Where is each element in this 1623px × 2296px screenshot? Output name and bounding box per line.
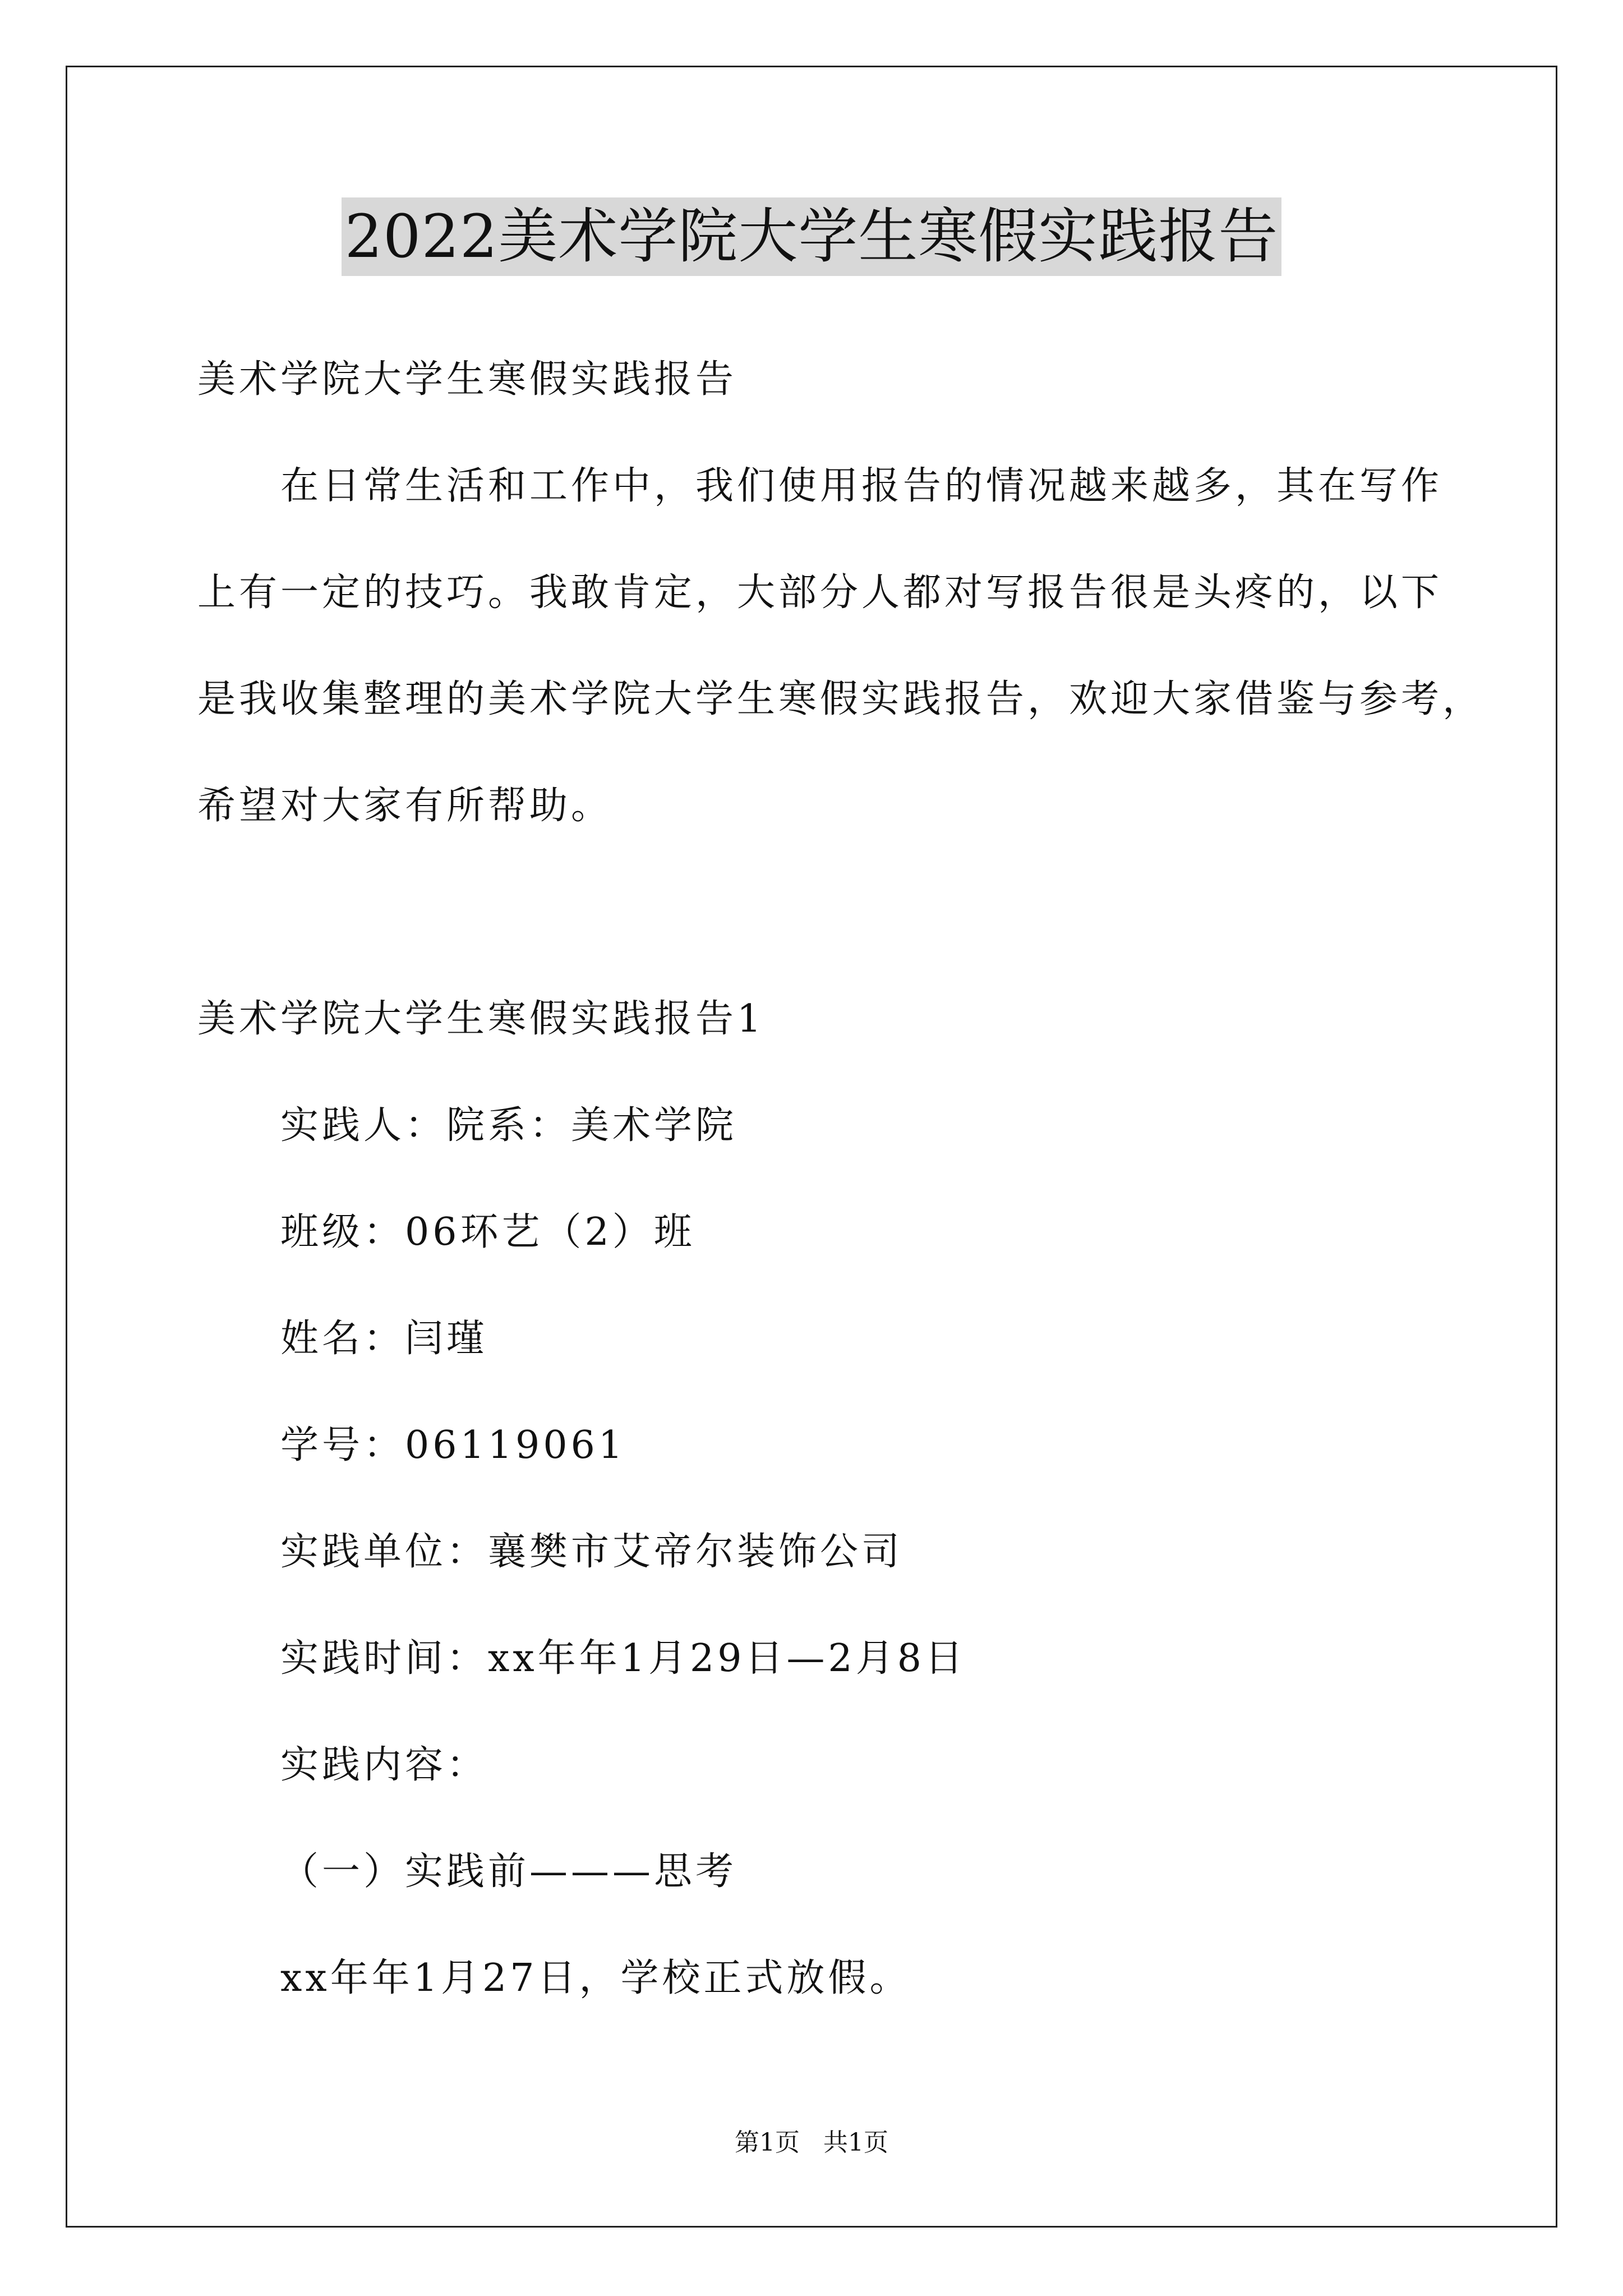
detail-subsection: （一）实践前———思考 (280, 1849, 737, 1894)
document-title: 2022美术学院大学生寒假实践报告 (342, 197, 1282, 276)
intro-line: 上有一定的技巧。我敢肯定，大部分人都对写报告很是头疼的，以下 (197, 570, 1443, 615)
page-total: 共1页 (823, 2128, 888, 2157)
page-number: 第1页 (735, 2128, 800, 2157)
detail-practitioner: 实践人：院系：美术学院 (280, 1103, 737, 1148)
detail-unit: 实践单位：襄樊市艾帝尔装饰公司 (280, 1530, 903, 1574)
detail-class: 班级：06环艺（2）班 (280, 1210, 695, 1254)
section-heading: 美术学院大学生寒假实践报告1 (197, 997, 765, 1041)
detail-paragraph: xx年年1月27日，学校正式放假。 (280, 1956, 911, 2000)
detail-name: 姓名：闫瑾 (280, 1317, 488, 1361)
title-area (0, 197, 1623, 276)
page-footer (0, 2126, 1623, 2160)
detail-student-id: 学号：06119061 (280, 1423, 626, 1467)
detail-time: 实践时间：xx年年1月29日—2月8日 (280, 1636, 967, 1681)
detail-content-label: 实践内容： (280, 1743, 488, 1787)
subtitle: 美术学院大学生寒假实践报告 (197, 357, 737, 402)
intro-line: 在日常生活和工作中，我们使用报告的情况越来越多，其在写作 (280, 464, 1443, 508)
intro-line: 希望对大家有所帮助。 (197, 784, 613, 828)
intro-line: 是我收集整理的美术学院大学生寒假实践报告，欢迎大家借鉴与参考， (197, 677, 1484, 721)
